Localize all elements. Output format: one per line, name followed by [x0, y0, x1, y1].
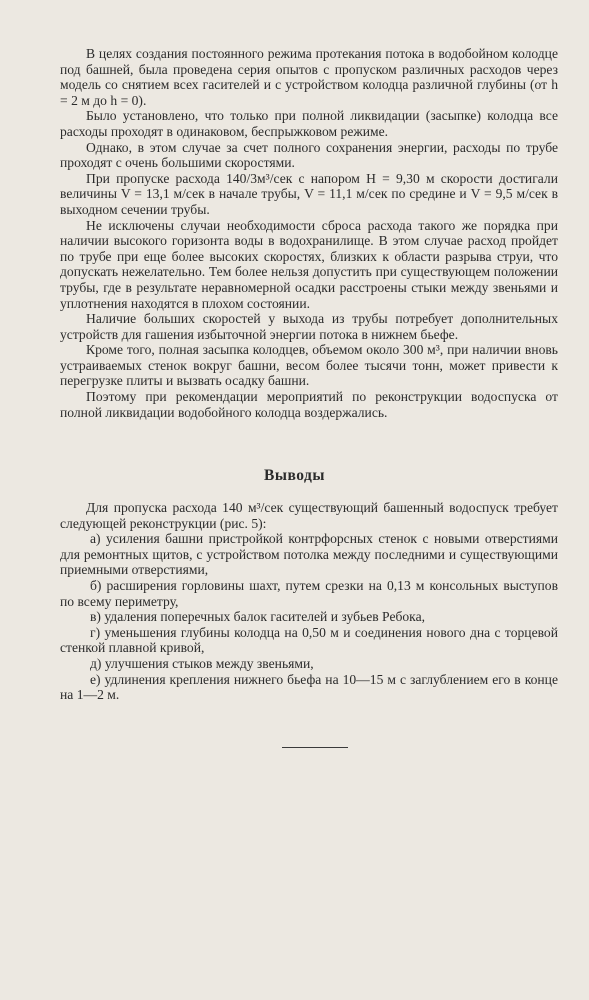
paragraph: Не исключены случаи необходимости сброса расхода такого же порядка при наличии высокого горизонта воды в водохранилище. В этом случае расход пройдет по трубе при еще более высоких скоростях, близких к области разрыва струи, что допускать нежелательно. Тем более нельзя допустить при существующем положении трубы, где в результате неравномерной осадки расстроены стыки между звеньями и уплотнения находятся в плохом состоянии. [60, 217, 558, 311]
end-divider [282, 747, 348, 748]
conclusions-heading: Выводы [264, 467, 325, 484]
list-item: а) усиления башни пристройкой контрфорсных стенок с новыми отверстиями для ремонтных щитов, с устройством потолка между последними и существующими приемными отверстиями, [60, 531, 558, 578]
paragraph: В целях создания постоянного режима протекания потока в водобойном колодце под башней, была проведена серия опытов с пропуском различных расходов через модель со снятием всех гасителей и с устройством колодца различной глубины (от h = 2 м до h = 0). [60, 46, 558, 108]
list-item: б) расширения горловины шахт, путем срезки на 0,13 м консольных выступов по всему периметру, [60, 577, 558, 609]
paragraph: Наличие больших скоростей у выхода из трубы потребует дополнительных устройств для гашения избыточной энергии потока в нижнем бьефе. [60, 311, 558, 342]
list-item: г) уменьшения глубины колодца на 0,50 м и соединения нового дна с торцевой стенкой плавной кривой, [60, 624, 558, 656]
list-item: в) удаления поперечных балок гасителей и зубьев Ребока, [90, 609, 426, 625]
conclusions-intro: Для пропуска расхода 140 м³/сек существующий башенный водоспуск требует следующей реконструкции (рис. 5): [60, 500, 558, 531]
main-text [60, 46, 558, 420]
paragraph: Кроме того, полная засыпка колодцев, объемом около 300 м³, при наличии вновь устраиваемых стенок вокруг башни, весом более тысячи тонн, может привести к перегрузке плиты и вызвать осадку башни. [60, 342, 558, 389]
paragraph: Однако, в этом случае за счет полного сохранения энергии, расходы по трубе проходят с очень большими скоростями. [60, 139, 558, 171]
paragraph: Было установлено, что только при полной ликвидации (засыпке) колодца все расходы проходят в одинаковом, беспрыжковом режиме. [60, 108, 558, 139]
paragraph: Поэтому при рекомендации мероприятий по реконструкции водоспуска от полной ликвидации водобойного колодца воздержались. [60, 389, 558, 420]
paragraph: При пропуске расхода 140/3м³/сек с напором H = 9,30 м скорости достигали величины V = 13,1 м/сек в начале трубы, V = 11,1 м/сек по средине и V = 9,5 м/сек в выходном сечении трубы. [60, 170, 558, 217]
list-item: е) удлинения крепления нижнего бьефа на 10—15 м с заглублением его в конце на 1—2 м. [60, 671, 558, 703]
list-item: д) улучшения стыков между звеньями, [90, 655, 314, 671]
conclusions-list [60, 500, 558, 703]
